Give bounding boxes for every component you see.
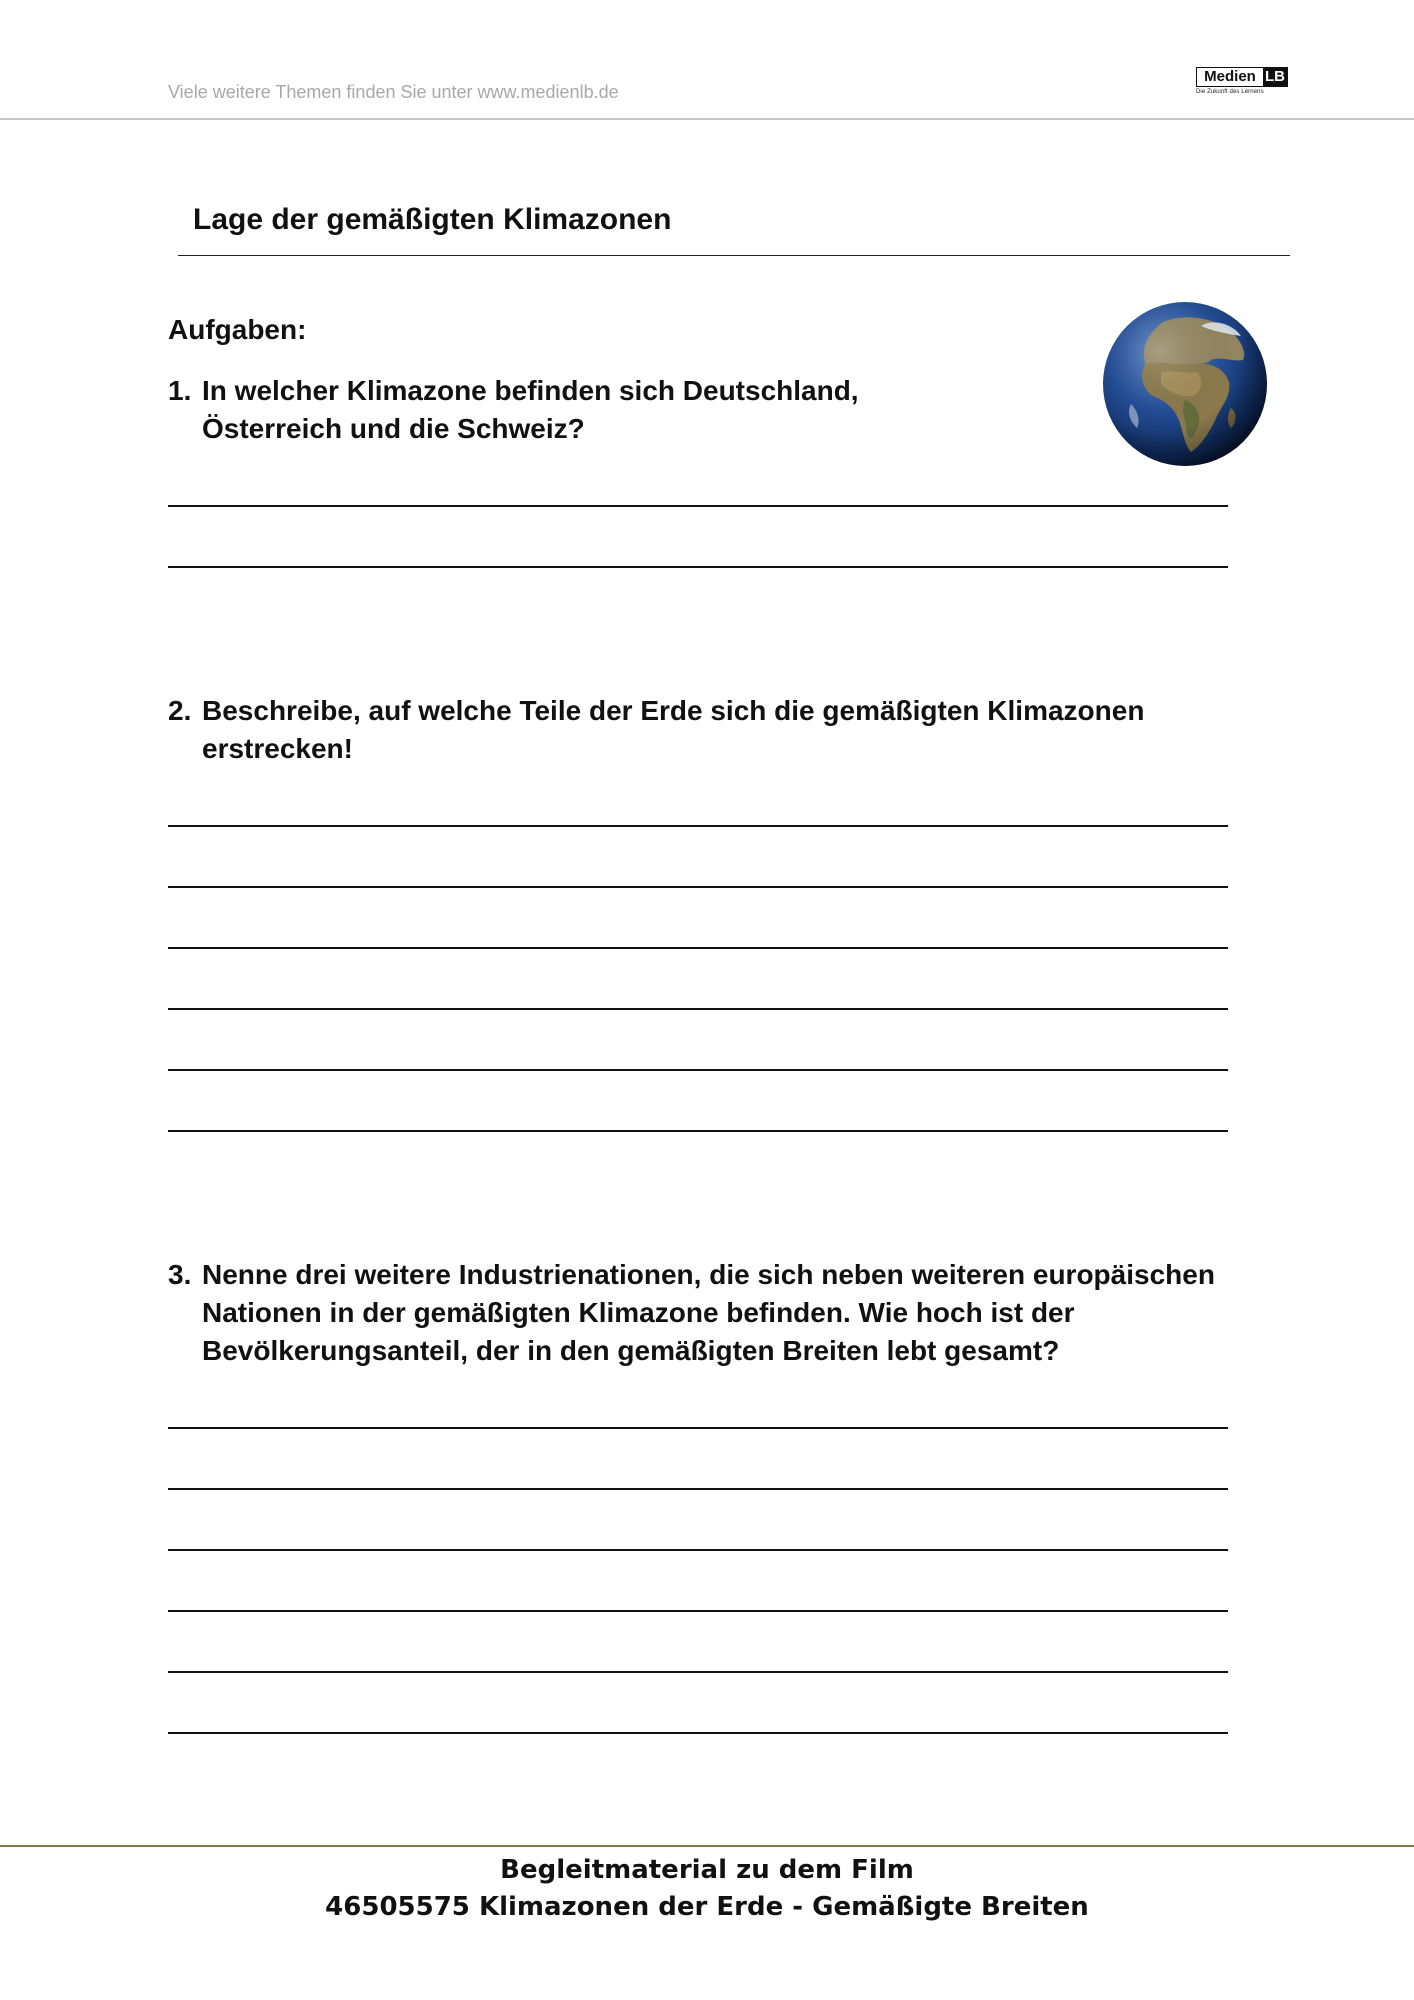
question-text-line: In welcher Klimazone befinden sich Deutschland, [202,375,859,406]
answer-line[interactable] [168,505,1228,507]
answer-line[interactable] [168,1671,1228,1673]
answer-line[interactable] [168,947,1228,949]
answer-line[interactable] [168,1130,1228,1132]
question-text-line: erstrecken! [202,733,353,764]
answer-line[interactable] [168,825,1228,827]
answer-line[interactable] [168,886,1228,888]
question-text-line: Nationen in der gemäßigten Klimazone befinden. Wie hoch ist der [202,1297,1075,1328]
question-number: 2. [168,695,192,726]
logo [1196,67,1288,95]
answer-line[interactable] [168,1069,1228,1071]
logo-box [1196,67,1288,87]
answer-line[interactable] [168,1008,1228,1010]
page-title: Lage der gemäßigten Klimazonen [193,203,672,236]
answer-line[interactable] [168,1549,1228,1551]
earth-globe-icon [1101,300,1269,468]
question-1 [168,372,859,448]
question-3 [168,1256,1215,1370]
footer-divider [0,1845,1414,1847]
footer-line-1: Begleitmaterial zu dem Film [500,1855,914,1885]
answer-line[interactable] [168,566,1228,568]
header-link[interactable]: Viele weitere Themen finden Sie unter www.medienlb.de [168,82,619,102]
tasks-heading: Aufgaben: [168,314,307,345]
logo-tagline: Die Zukunft des Lernens [1196,89,1264,95]
answer-line[interactable] [168,1610,1228,1612]
question-text-line: Österreich und die Schweiz? [202,413,585,444]
question-2 [168,692,1144,768]
question-text-line: Bevölkerungsanteil, der in den gemäßigten Breiten lebt gesamt? [202,1335,1060,1366]
question-text-line: Beschreibe, auf welche Teile der Erde sich die gemäßigten Klimazonen [202,695,1145,726]
footer-line-2: 46505575 Klimazonen der Erde - Gemäßigte Breiten [325,1892,1089,1922]
question-number: 1. [168,375,192,406]
logo-word: Medien [1197,68,1263,86]
title-underline [178,255,1290,256]
answer-line[interactable] [168,1732,1228,1734]
logo-badge: LB [1265,68,1285,85]
answer-line[interactable] [168,1488,1228,1490]
header-divider [0,118,1414,120]
answer-line[interactable] [168,1427,1228,1429]
question-number: 3. [168,1259,192,1290]
question-text-line: Nenne drei weitere Industrienationen, die sich neben weiteren europäischen [202,1259,1215,1290]
